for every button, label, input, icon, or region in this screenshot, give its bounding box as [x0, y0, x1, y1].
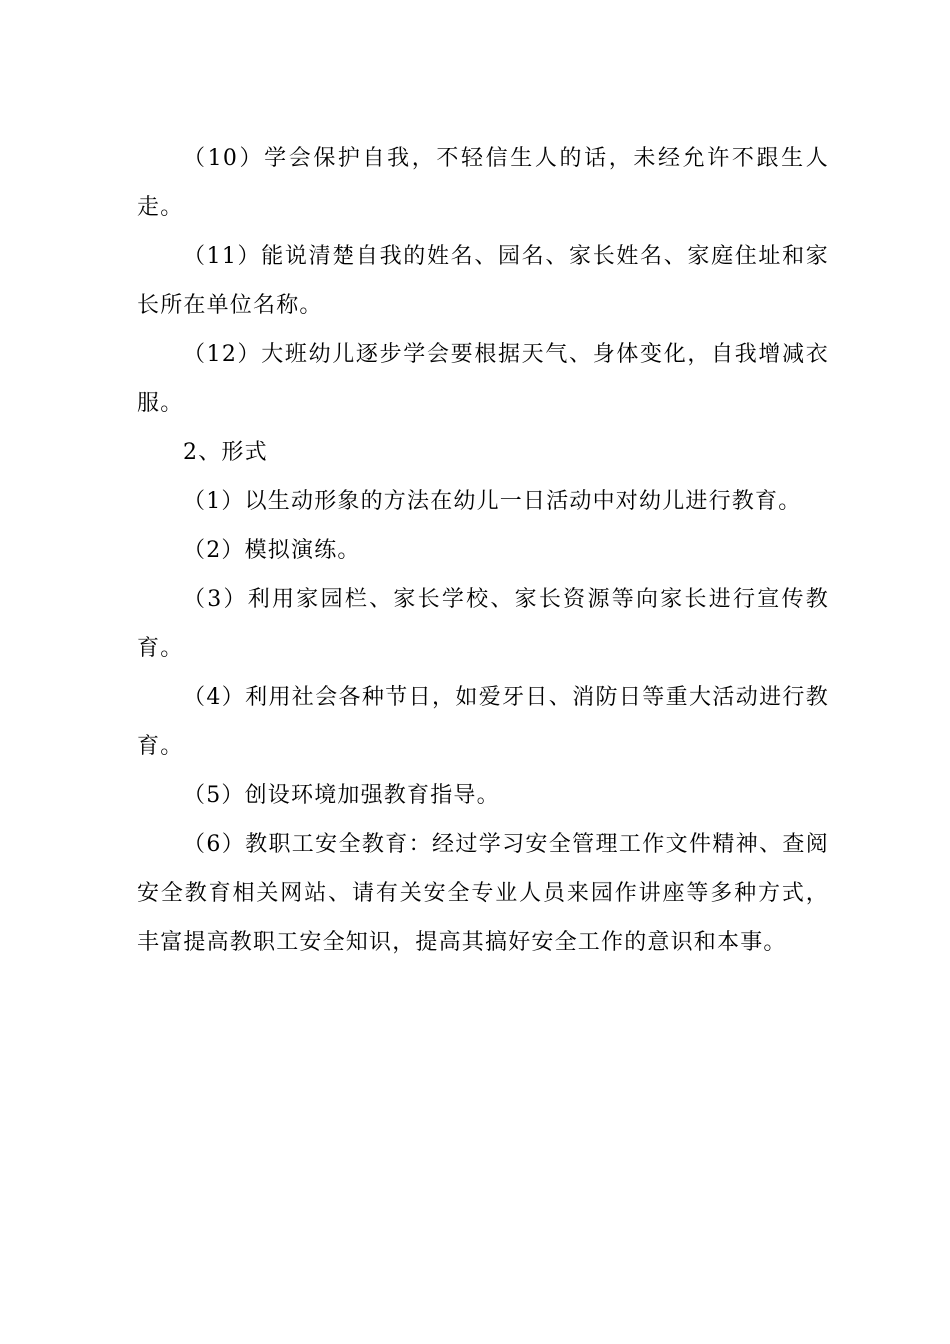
paragraph-form-5: （5）创设环境加强教育指导。 — [183, 783, 500, 808]
paragraph-form-4: （4）利用社会各种节日，如爱牙日、消防日等重大活动进行教育。 — [137, 685, 829, 759]
paragraph-form-1: （1）以生动形象的方法在幼儿一日活动中对幼儿进行教育。 — [183, 489, 802, 514]
paragraph-item-10: （10）学会保护自我，不轻信生人的话，未经允许不跟生人走。 — [137, 146, 829, 220]
paragraph-form-2: （2）模拟演练。 — [183, 538, 361, 563]
section-heading-form: 2、形式 — [183, 440, 268, 465]
paragraph-item-11: （11）能说清楚自我的姓名、园名、家长姓名、家庭住址和家长所在单位名称。 — [137, 244, 829, 318]
paragraph-item-12: （12）大班幼儿逐步学会要根据天气、身体变化，自我增减衣服。 — [137, 342, 829, 416]
document-body — [137, 134, 829, 967]
paragraph-form-3: （3）利用家园栏、家长学校、家长资源等向家长进行宣传教育。 — [137, 587, 829, 661]
paragraph-form-6: （6）教职工安全教育：经过学习安全管理工作文件精神、查阅安全教育相关网站、请有关安全专业人员来园作讲座等多种方式，丰富提高教职工安全知识，提高其搞好安全工作的意识和本事。 — [137, 832, 829, 955]
